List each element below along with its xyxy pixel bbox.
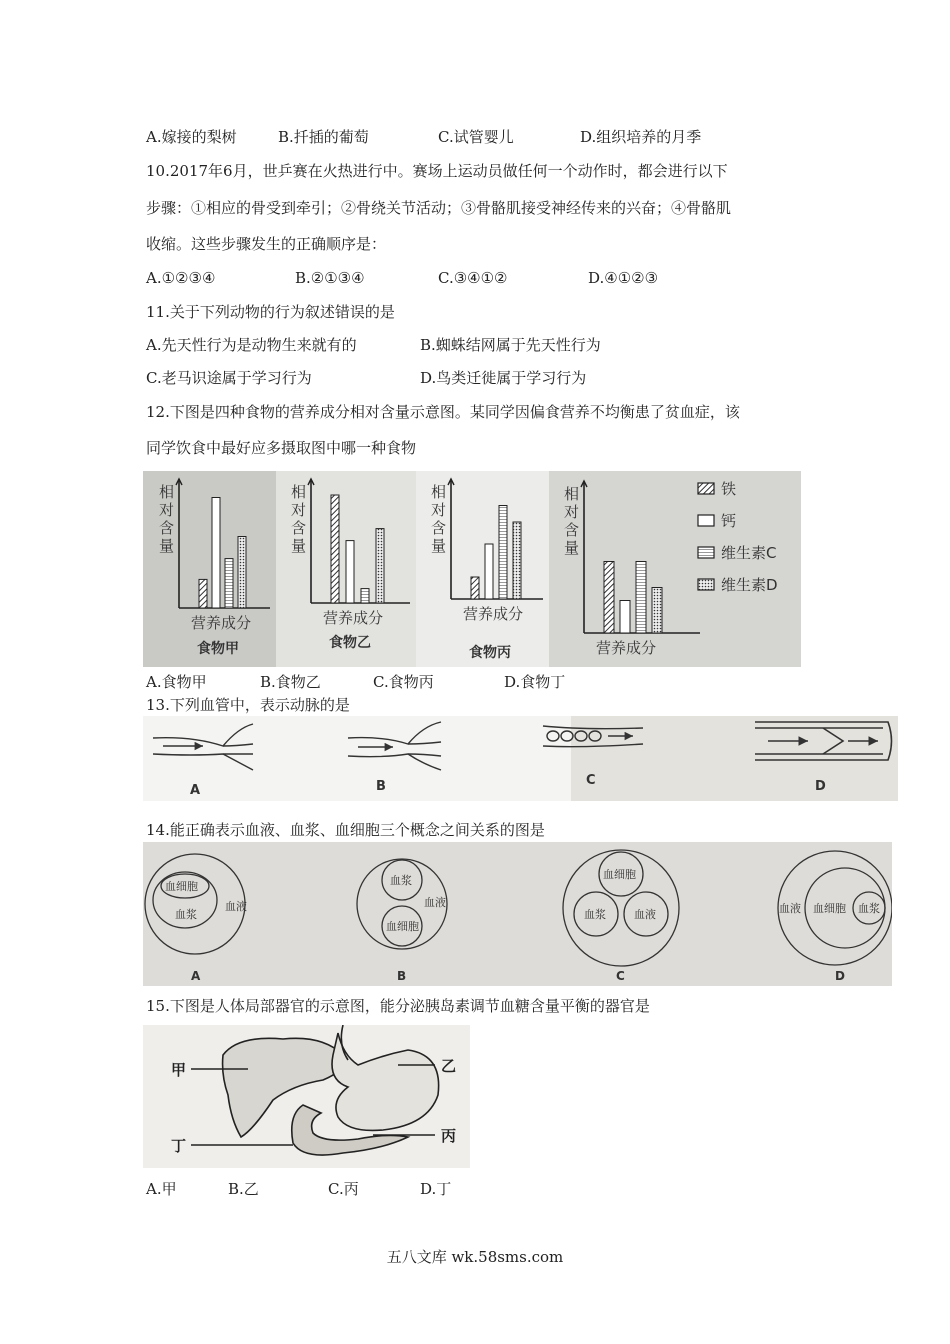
chart-legend-swatch <box>698 515 714 526</box>
chart-ylabel-char: 相 <box>291 483 307 501</box>
blood-vessel-figure <box>143 716 898 801</box>
chart-xlabel: 营养成分 <box>463 605 524 623</box>
chart-xlabel: 营养成分 <box>596 639 657 657</box>
organ-label-bing: 丙 <box>441 1127 457 1145</box>
svg-text:B: B <box>397 969 407 983</box>
concept-diagram-d <box>778 851 892 983</box>
chart-ylabel-char: 含 <box>159 519 175 537</box>
q12-option-a: A.食物甲 <box>146 673 207 691</box>
page-footer: 五八文库 wk.58sms.com <box>386 1248 564 1266</box>
nutrition-chart-figure <box>143 471 801 667</box>
vessel-b-diagram <box>348 722 441 770</box>
chart-bar <box>652 588 662 634</box>
svg-text:血浆: 血浆 <box>175 908 197 921</box>
chart-legend-swatch <box>698 483 714 494</box>
vessel-label-b: B <box>376 779 386 794</box>
q11-option-d: D.鸟类迁徙属于学习行为 <box>420 369 587 387</box>
chart-bar <box>238 537 246 609</box>
concept-diagram-c <box>563 850 679 983</box>
chart-legend-swatch <box>698 579 714 590</box>
svg-text:A: A <box>191 969 201 983</box>
q12-option-b: B.食物乙 <box>260 673 321 691</box>
q10-option-d: D.④①②③ <box>588 269 659 287</box>
chart-ylabel-char: 相 <box>431 483 447 501</box>
q10-option-a: A.①②③④ <box>146 269 216 287</box>
chart-bar <box>485 544 493 599</box>
chart-ylabel-char: 相 <box>159 483 175 501</box>
chart-bar <box>225 559 233 608</box>
liver-organ <box>223 1038 344 1137</box>
concept-diagram-a <box>145 854 247 983</box>
q9-option-c: C.试管婴儿 <box>438 128 514 146</box>
svg-text:血液: 血液 <box>634 908 656 921</box>
svg-text:血浆: 血浆 <box>858 902 880 915</box>
chart-ylabel-char: 对 <box>431 501 447 519</box>
chart-ylabel-char: 量 <box>291 537 307 555</box>
nutrition-chart-svg <box>143 471 801 667</box>
q11-option-a: A.先天性行为是动物生来就有的 <box>146 336 357 354</box>
chart-bar <box>331 495 339 603</box>
q15-option-d: D.丁 <box>420 1180 452 1198</box>
chart-ylabel-char: 含 <box>564 521 580 539</box>
svg-text:血细胞: 血细胞 <box>386 920 419 933</box>
chart-ylabel-char: 相 <box>564 485 580 503</box>
q12-stem-line2: 同学饮食中最好应多摄取图中哪一种食物 <box>146 439 417 457</box>
chart-legend-swatch <box>698 547 714 558</box>
chart-legend-label: 钙 <box>721 512 737 530</box>
svg-text:D: D <box>835 969 845 983</box>
q11-stem: 11.关于下列动物的行为叙述错误的是 <box>146 303 395 321</box>
organ-figure <box>143 1025 470 1168</box>
q9-option-d: D.组织培养的月季 <box>580 128 702 146</box>
q12-stem-line1: 12.下图是四种食物的营养成分相对含量示意图。某同学因偏食营养不均衡患了贫血症，该 <box>146 403 740 421</box>
chart-ylabel-char: 对 <box>159 501 175 519</box>
svg-text:血液: 血液 <box>779 902 801 915</box>
chart-bar <box>620 601 630 634</box>
q13-stem: 13.下列血管中，表示动脉的是 <box>146 696 350 714</box>
chart-bar <box>361 589 369 603</box>
chart-legend-label: 铁 <box>721 480 737 498</box>
vessel-label-c: C <box>586 773 596 788</box>
q15-option-b: B.乙 <box>228 1180 259 1198</box>
chart-bar <box>212 498 220 609</box>
chart-bar <box>199 579 207 608</box>
svg-text:血浆: 血浆 <box>584 908 606 921</box>
chart-series-title: 食物乙 <box>329 635 371 651</box>
concept-diagram-b <box>357 859 447 983</box>
svg-text:C: C <box>616 969 625 983</box>
svg-text:血细胞: 血细胞 <box>813 902 846 915</box>
chart-series-title: 食物甲 <box>197 641 239 657</box>
q14-stem: 14.能正确表示血液、血浆、血细胞三个概念之间关系的图是 <box>146 821 545 839</box>
q12-option-c: C.食物丙 <box>373 673 434 691</box>
chart-ylabel-char: 对 <box>291 501 307 519</box>
svg-text:血液: 血液 <box>225 900 247 913</box>
vessel-a-diagram <box>153 724 253 770</box>
chart-ylabel-char: 量 <box>159 537 175 555</box>
chart-bar <box>346 541 354 603</box>
q12-option-d: D.食物丁 <box>504 673 566 691</box>
chart-ylabel-char: 量 <box>564 539 580 557</box>
svg-text:血细胞: 血细胞 <box>165 880 198 893</box>
stomach-organ <box>332 1033 439 1130</box>
q10-option-c: C.③④①② <box>438 269 508 287</box>
q9-option-a: A.嫁接的梨树 <box>146 128 237 146</box>
q11-option-b: B.蜘蛛结网属于先天性行为 <box>420 336 601 354</box>
organ-label-ding: 丁 <box>171 1137 187 1155</box>
q10-stem-line1: 10.2017年6月，世乒赛在火热进行中。赛场上运动员做任何一个动作时，都会进行以下 <box>146 162 728 180</box>
vessel-label-d: D <box>815 779 826 794</box>
svg-text:血浆: 血浆 <box>390 874 412 887</box>
vessel-label-a: A <box>190 783 201 798</box>
chart-ylabel-char: 对 <box>564 503 580 521</box>
chart-series-title: 食物丙 <box>469 645 511 661</box>
q10-stem-line3: 收缩。这些步骤发生的正确顺序是： <box>146 235 387 253</box>
chart-bar <box>636 562 646 634</box>
chart-bar <box>604 562 614 634</box>
svg-text:血细胞: 血细胞 <box>603 868 636 881</box>
q10-stem-line2: 步骤：①相应的骨受到牵引；②骨绕关节活动；③骨骼肌接受神经传来的兴奋；④骨骼肌 <box>146 199 732 217</box>
q15-option-a: A.甲 <box>146 1180 177 1198</box>
blood-concept-figure <box>143 842 892 986</box>
q11-option-c: C.老马识途属于学习行为 <box>146 369 312 387</box>
q9-option-b: B.扦插的葡萄 <box>278 128 369 146</box>
chart-ylabel-char: 含 <box>291 519 307 537</box>
q15-stem: 15.下图是人体局部器官的示意图，能分泌胰岛素调节血糖含量平衡的器官是 <box>146 997 650 1015</box>
organ-label-jia: 甲 <box>171 1061 187 1079</box>
q10-option-b: B.②①③④ <box>295 269 365 287</box>
chart-xlabel: 营养成分 <box>323 609 384 627</box>
organ-label-yi: 乙 <box>441 1057 457 1075</box>
chart-bar <box>513 522 521 599</box>
chart-ylabel-char: 量 <box>431 537 447 555</box>
chart-xlabel: 营养成分 <box>191 614 252 632</box>
chart-bar <box>471 577 479 599</box>
chart-ylabel-char: 含 <box>431 519 447 537</box>
q15-option-c: C.丙 <box>328 1180 359 1198</box>
svg-text:血液: 血液 <box>424 896 446 909</box>
chart-bar <box>499 506 507 600</box>
chart-bar <box>376 529 384 603</box>
chart-legend-label: 维生素C <box>721 544 777 562</box>
chart-legend-label: 维生素D <box>721 576 778 594</box>
